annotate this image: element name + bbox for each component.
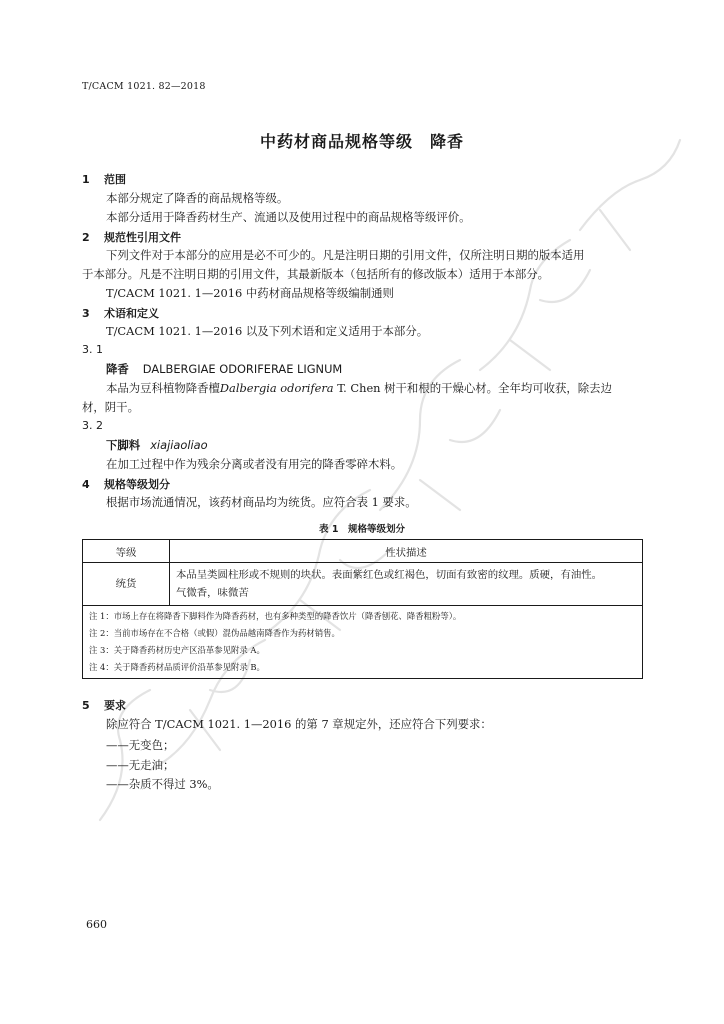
section-title: 规格等级划分 [104, 478, 170, 491]
term-definition: 在加工过程中作为残余分离或者没有用完的降香零碎木料。 [106, 457, 403, 471]
term-number: 3. 1 [82, 343, 103, 356]
section-number: 1 [82, 173, 90, 186]
term-definition-continued: 材，阴干。 [82, 400, 139, 414]
section-5-heading [82, 697, 126, 713]
standard-code-header: T/CACM 1021. 82—2018 [82, 81, 206, 92]
table-header-row [83, 540, 643, 563]
page-number: 660 [86, 918, 107, 931]
cell-grade: 统货 [83, 563, 170, 606]
definition-text: 本品为豆科植物降香檀 [106, 381, 220, 395]
paragraph: T/CACM 1021. 1—2016 以及下列术语和定义适用于本部分。 [106, 324, 429, 338]
section-title: 术语和定义 [104, 307, 159, 320]
term-entry [106, 437, 208, 453]
section-number: 3 [82, 307, 90, 320]
paragraph: 本部分规定了降香的商品规格等级。 [106, 191, 289, 205]
grade-table [82, 539, 643, 679]
table-caption: 表 1 规格等级划分 [319, 524, 405, 535]
table-note: 注 1：市场上存在将降香下脚料作为降香药材，也有多种类型的降香饮片（降香刨花、降香粗粉等）。 [89, 611, 462, 621]
section-1-heading [82, 171, 126, 187]
term-number: 3. 2 [82, 419, 103, 432]
term-chinese: 降香 [106, 362, 129, 376]
table-note: 注 3：关于降香药材历史产区沿革参见附录 A。 [89, 645, 265, 655]
latin-name: Dalbergia odorifera [219, 381, 334, 395]
section-title: 规范性引用文件 [104, 231, 181, 244]
description-line: 本品呈类圆柱形或不规则的块状。表面紫红色或红褐色，切面有致密的纹理。质硬，有油性。 [176, 569, 603, 581]
requirement-item: ——无变色； [106, 738, 175, 752]
section-number: 2 [82, 231, 90, 244]
paragraph-continued: 于本部分。凡是不注明日期的引用文件，其最新版本（包括所有的修改版本）适用于本部分。 [82, 267, 550, 281]
paragraph: 下列文件对于本部分的应用是必不可少的。凡是注明日期的引用文件，仅所注明日期的版本适用 [106, 248, 585, 262]
cell-description [170, 563, 643, 606]
description-line: 气微香，味微苦 [176, 587, 249, 599]
section-3-heading [82, 305, 159, 321]
section-title: 范围 [104, 173, 126, 186]
paragraph: 根据市场流通情况，该药材商品均为统货。应符合表 1 要求。 [106, 495, 417, 509]
table-note: 注 2：当前市场存在不合格（或假）混伪品越南降香作为药材销售。 [89, 628, 340, 638]
requirement-item: ——无走油； [106, 758, 175, 772]
header-description: 性状描述 [170, 540, 643, 563]
section-title: 要求 [104, 699, 126, 712]
term-pinyin: xiajiaoliao [150, 438, 208, 452]
table-row [83, 563, 643, 606]
term-definition [106, 380, 612, 396]
section-number: 5 [82, 699, 90, 712]
section-number: 4 [82, 478, 90, 491]
term-latin: DALBERGIAE ODORIFERAE LIGNUM [142, 362, 343, 376]
table-notes-row [83, 606, 643, 679]
requirement-item: ——杂质不得过 3%。 [106, 777, 219, 791]
definition-text: T. Chen 树干和根的干燥心材。全年均可收获，除去边 [333, 381, 612, 395]
normative-reference: T/CACM 1021. 1—2016 中药材商品规格等级编制通则 [106, 286, 394, 300]
paragraph: 本部分适用于降香药材生产、流通以及使用过程中的商品规格等级评价。 [106, 210, 471, 224]
document-title: 中药材商品规格等级 降香 [259, 132, 464, 151]
paragraph: 除应符合 T/CACM 1021. 1—2016 的第 7 章规定外，还应符合下列要求： [106, 717, 492, 731]
table-note: 注 4：关于降香药材品质评价沿革参见附录 B。 [89, 662, 265, 672]
term-entry [106, 361, 342, 377]
notes-cell [83, 606, 643, 679]
section-4-heading [82, 476, 170, 492]
term-chinese: 下脚料 [106, 438, 141, 452]
header-grade: 等级 [83, 540, 170, 563]
section-2-heading [82, 229, 181, 245]
